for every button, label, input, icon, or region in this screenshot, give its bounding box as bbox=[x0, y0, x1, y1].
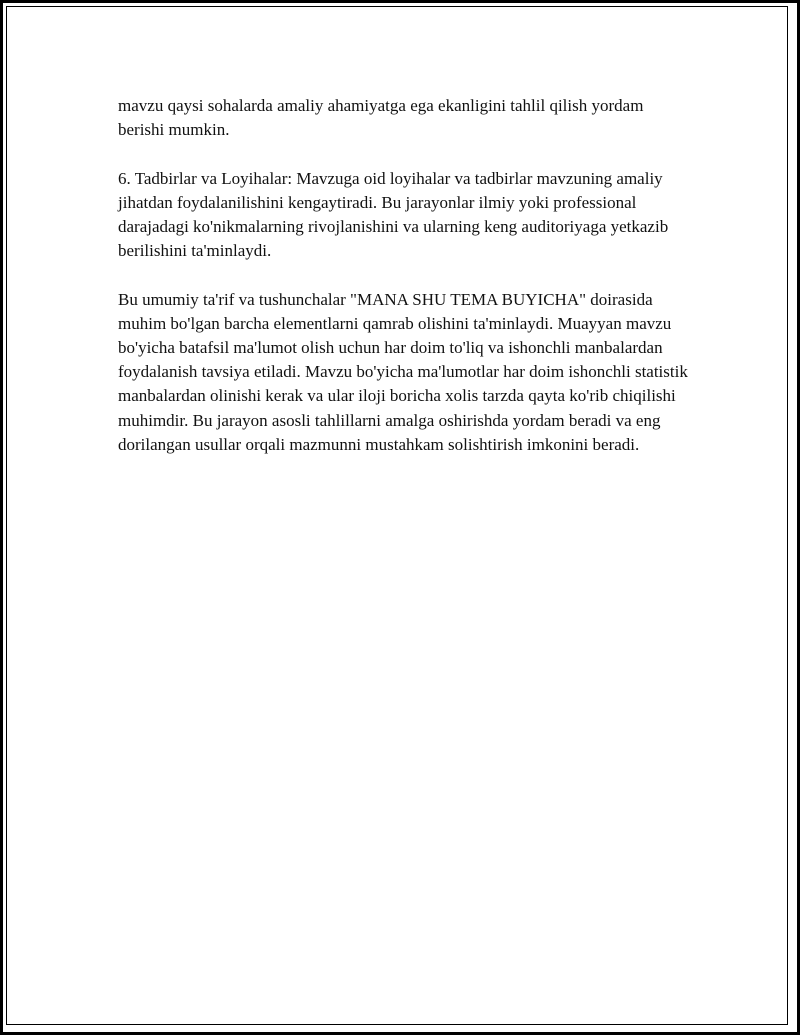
paragraph-events-projects: 6. Tadbirlar va Loyihalar: Mavzuga oid loyihalar va tadbirlar mavzuning amaliy jihatdan foydalanilishini kengaytiradi. Bu jarayonlar ilmiy yoki professional darajadagi ko'nikmalarning rivojlanishini va ularning keng auditoriyaga yetkazib berilishini ta'minlaydi. bbox=[118, 168, 669, 261]
paragraph-continuation: mavzu qaysi sohalarda amaliy ahamiyatga ega ekanligini tahlil qilish yordam berishi mumkin. bbox=[118, 96, 644, 140]
document-body bbox=[118, 94, 688, 481]
paragraph-summary: Bu umumiy ta'rif va tushunchalar "MANA SHU TEMA BUYICHA" doirasida muhim bo'lgan barcha elementlarni qamrab olishini ta'minlaydi. Muayyan mavzu bo'yicha batafsil ma'lumot olish uchun har doim to'liq va ishonchli manbalardan foydalanish tavsiya etiladi. Mavzu bo'yicha ma'lumotlar har doim ishonchli statistik manbalardan olinishi kerak va ular iloji boricha xolis tarzda qayta ko'rib chiqilishi muhimdir. Bu jarayon asosli tahlillarni amalga oshirishda yordam beradi va eng dorilangan usullar orqali mazmunni mustahkam solishtirish imkonini beradi. bbox=[118, 289, 688, 454]
